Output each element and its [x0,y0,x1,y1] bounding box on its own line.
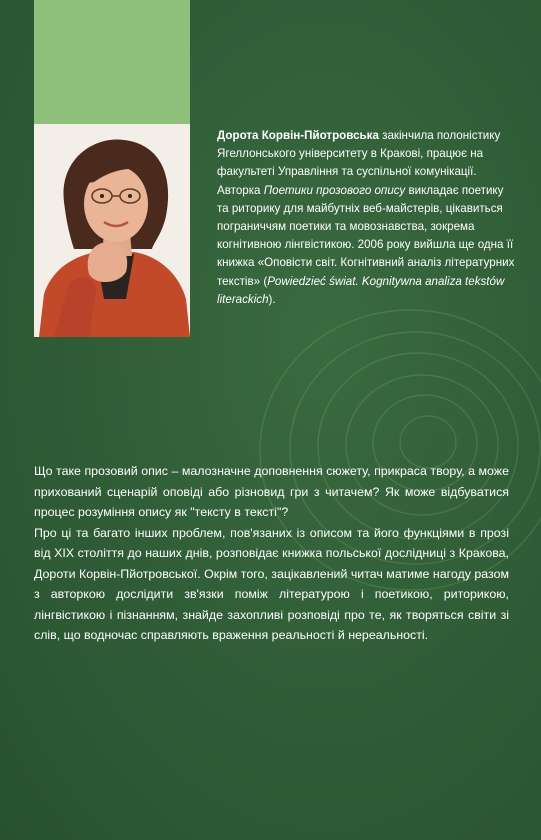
author-name: Дорота Корвін-Пйотровська [217,129,379,142]
bio-text-3: ). [268,292,276,306]
author-bio [217,127,517,309]
book-description [34,461,509,646]
description-paragraph-1: Що таке прозовий опис – малозначне доповнення сюжету, прикраса твору, а може прихований сценарій оповіді або різновид гри з читачем? Як може відбуватися процес розуміння опису як "тексту в тексті"? [34,464,509,519]
bio-text-2: викладає поетику та риторику для майбутніх веб-майстерів, цікавиться пограниччям поетики та мовознавства, зокрема когнітивною лінгвістикою. 2006 року вийшла ще одна її книжка «Оповісти світ. Когнітивний аналіз літературних текстів» ( [217,183,515,288]
description-paragraph-2: Про ці та багато інших проблем, пов'язаних із описом та його функціями в прозі від XIX століття до наших днів, розповідає книжка польської дослідниці з Кракова, Дороти Корвін-Пйотровської. Окрім того, зацікавлений читач матиме нагоду разом з авторкою дослідити зв'язки поміж літературою і поетикою, риторикою, лінгвістикою і пізнанням, знайде захопливі розповіді про те, як творяться світи зі слів, що водночас справляють враження реальності й нереальності. [34,525,509,642]
book-title: Поетики прозового опису [263,183,406,197]
bio-text-1: закінчила полоністику Ягеллонського університету в Кракові, працює на факультеті Управління та суспільної комунікації. Авторка [217,129,501,197]
polish-book-title: Powiedzieć świat. Kognitywna analiza tekstów literackich [217,274,505,306]
accent-color-panel [34,0,190,124]
author-photo [34,124,190,337]
author-portrait-illustration [34,124,190,337]
